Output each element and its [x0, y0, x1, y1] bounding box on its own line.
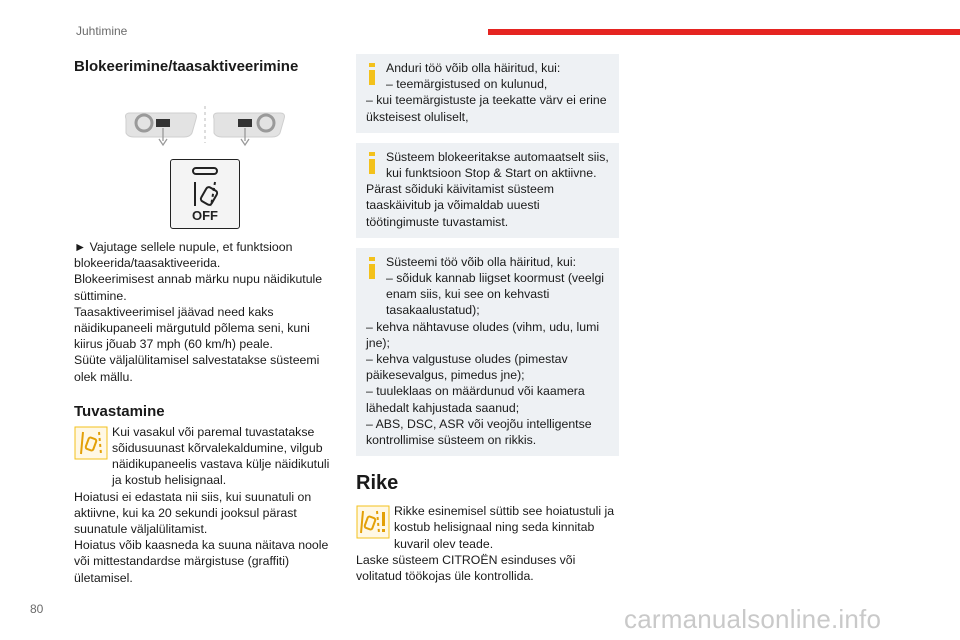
note-text: – kehva valgustuse oludes (pimestav päikesevalgus, pimedus jne); — [366, 352, 568, 383]
paragraph: Hoiatusi ei edastata nii siis, kui suunatuli on aktiivne, kui ka 20 sekundi jooksul pärast suunatule väljalülitamist. — [74, 489, 312, 537]
info-note-stop-start — [356, 143, 619, 238]
left-column — [74, 56, 334, 586]
info-note-disturbance — [356, 248, 619, 456]
header-accent-bar — [488, 29, 960, 35]
lane-fault-icon — [356, 505, 390, 539]
note-text: – teemärgistused on kulunud, — [386, 77, 548, 92]
paragraph: ► Vajutage sellele nupule, et funktsioon blokeerida/taasaktiveerida. — [74, 240, 293, 271]
page-number: 80 — [30, 602, 44, 616]
note-text: – tuuleklaas on määrdunud või kaamera lähedalt kahjustada saanud; — [366, 384, 585, 415]
info-note-sensor — [356, 54, 619, 133]
paragraph: Blokeerimisest annab märku nupu näidikutule süttimine. — [74, 272, 323, 303]
info-icon — [368, 152, 376, 174]
note-text: Anduri töö võib olla häiritud, kui: — [386, 61, 561, 75]
detection-warning — [74, 424, 334, 489]
note-text: Süsteem blokeeritakse automaatselt siis, kui funktsioon Stop & Start on aktiivne. — [386, 149, 609, 181]
note-text: – ABS, DSC, ASR või veojõu intelligentse kontrollimise süsteem on rikkis. — [366, 416, 592, 448]
section-title-fault: Rike — [356, 472, 399, 495]
info-icon — [368, 257, 376, 279]
section-title-blocking: Blokeerimine/taasaktiveerimine — [74, 58, 299, 75]
section-label: Juhtimine — [76, 24, 128, 38]
note-text: – kehva nähtavuse oludes (vihm, udu, lumi jne); — [366, 319, 600, 350]
lane-departure-icon — [74, 426, 108, 460]
paragraph: Laske süsteem CITROËN esinduses või volitatud töökojas üle kontrollida. — [356, 552, 576, 584]
button-off-label: OFF — [192, 208, 218, 223]
lane-assist-off-button[interactable] — [170, 159, 240, 229]
right-column — [356, 54, 619, 584]
paragraph: Süüte väljalülitamisel salvestatakse süsteemi olek mällu. — [74, 353, 320, 384]
detection-text: Kui vasakul või paremal tuvastatakse sõidusuunast kõrvalekaldumine, vilgub näidikupaneelis vastava külje näidikutuli ja kostub helisignaal. — [112, 424, 330, 488]
watermark: carmanualsonline.info — [624, 604, 882, 634]
note-text: – sõiduk kannab liigset koormust (veelgi enam siis, kui see on kehvasti tasakaalustatud); — [386, 271, 605, 318]
section-title-detection: Tuvastamine — [74, 402, 165, 420]
note-text: Süsteemi töö võib olla häiritud, kui: — [386, 254, 577, 269]
fault-warning — [356, 503, 619, 552]
note-text: – kui teemärgistuste ja teekatte värv ei erine üksteisest oluliselt, — [366, 93, 607, 124]
note-text: Pärast sõiduki käivitamist süsteem taaskäivitub ja võimaldab uuesti töötingimuste tuvastamist. — [366, 182, 554, 229]
info-icon — [368, 63, 376, 85]
fault-text: Rikke esinemisel süttib see hoiatustuli ja kostub helisignaal ning seda kinnitab kuvaril olev teade. — [394, 504, 615, 551]
steering-illustration — [74, 75, 334, 223]
paragraph: Hoiatus võib kaasneda ka suuna näitava noole või mittestandardse märgistuse (graffiti) ületamisel. — [74, 538, 329, 585]
paragraph: Taasaktiveerimisel jäävad need kaks näidikupaneeli märgutuld põlema seni, kuni kiirus jõuab 37 mph (60 km/h) peale. — [74, 304, 310, 352]
